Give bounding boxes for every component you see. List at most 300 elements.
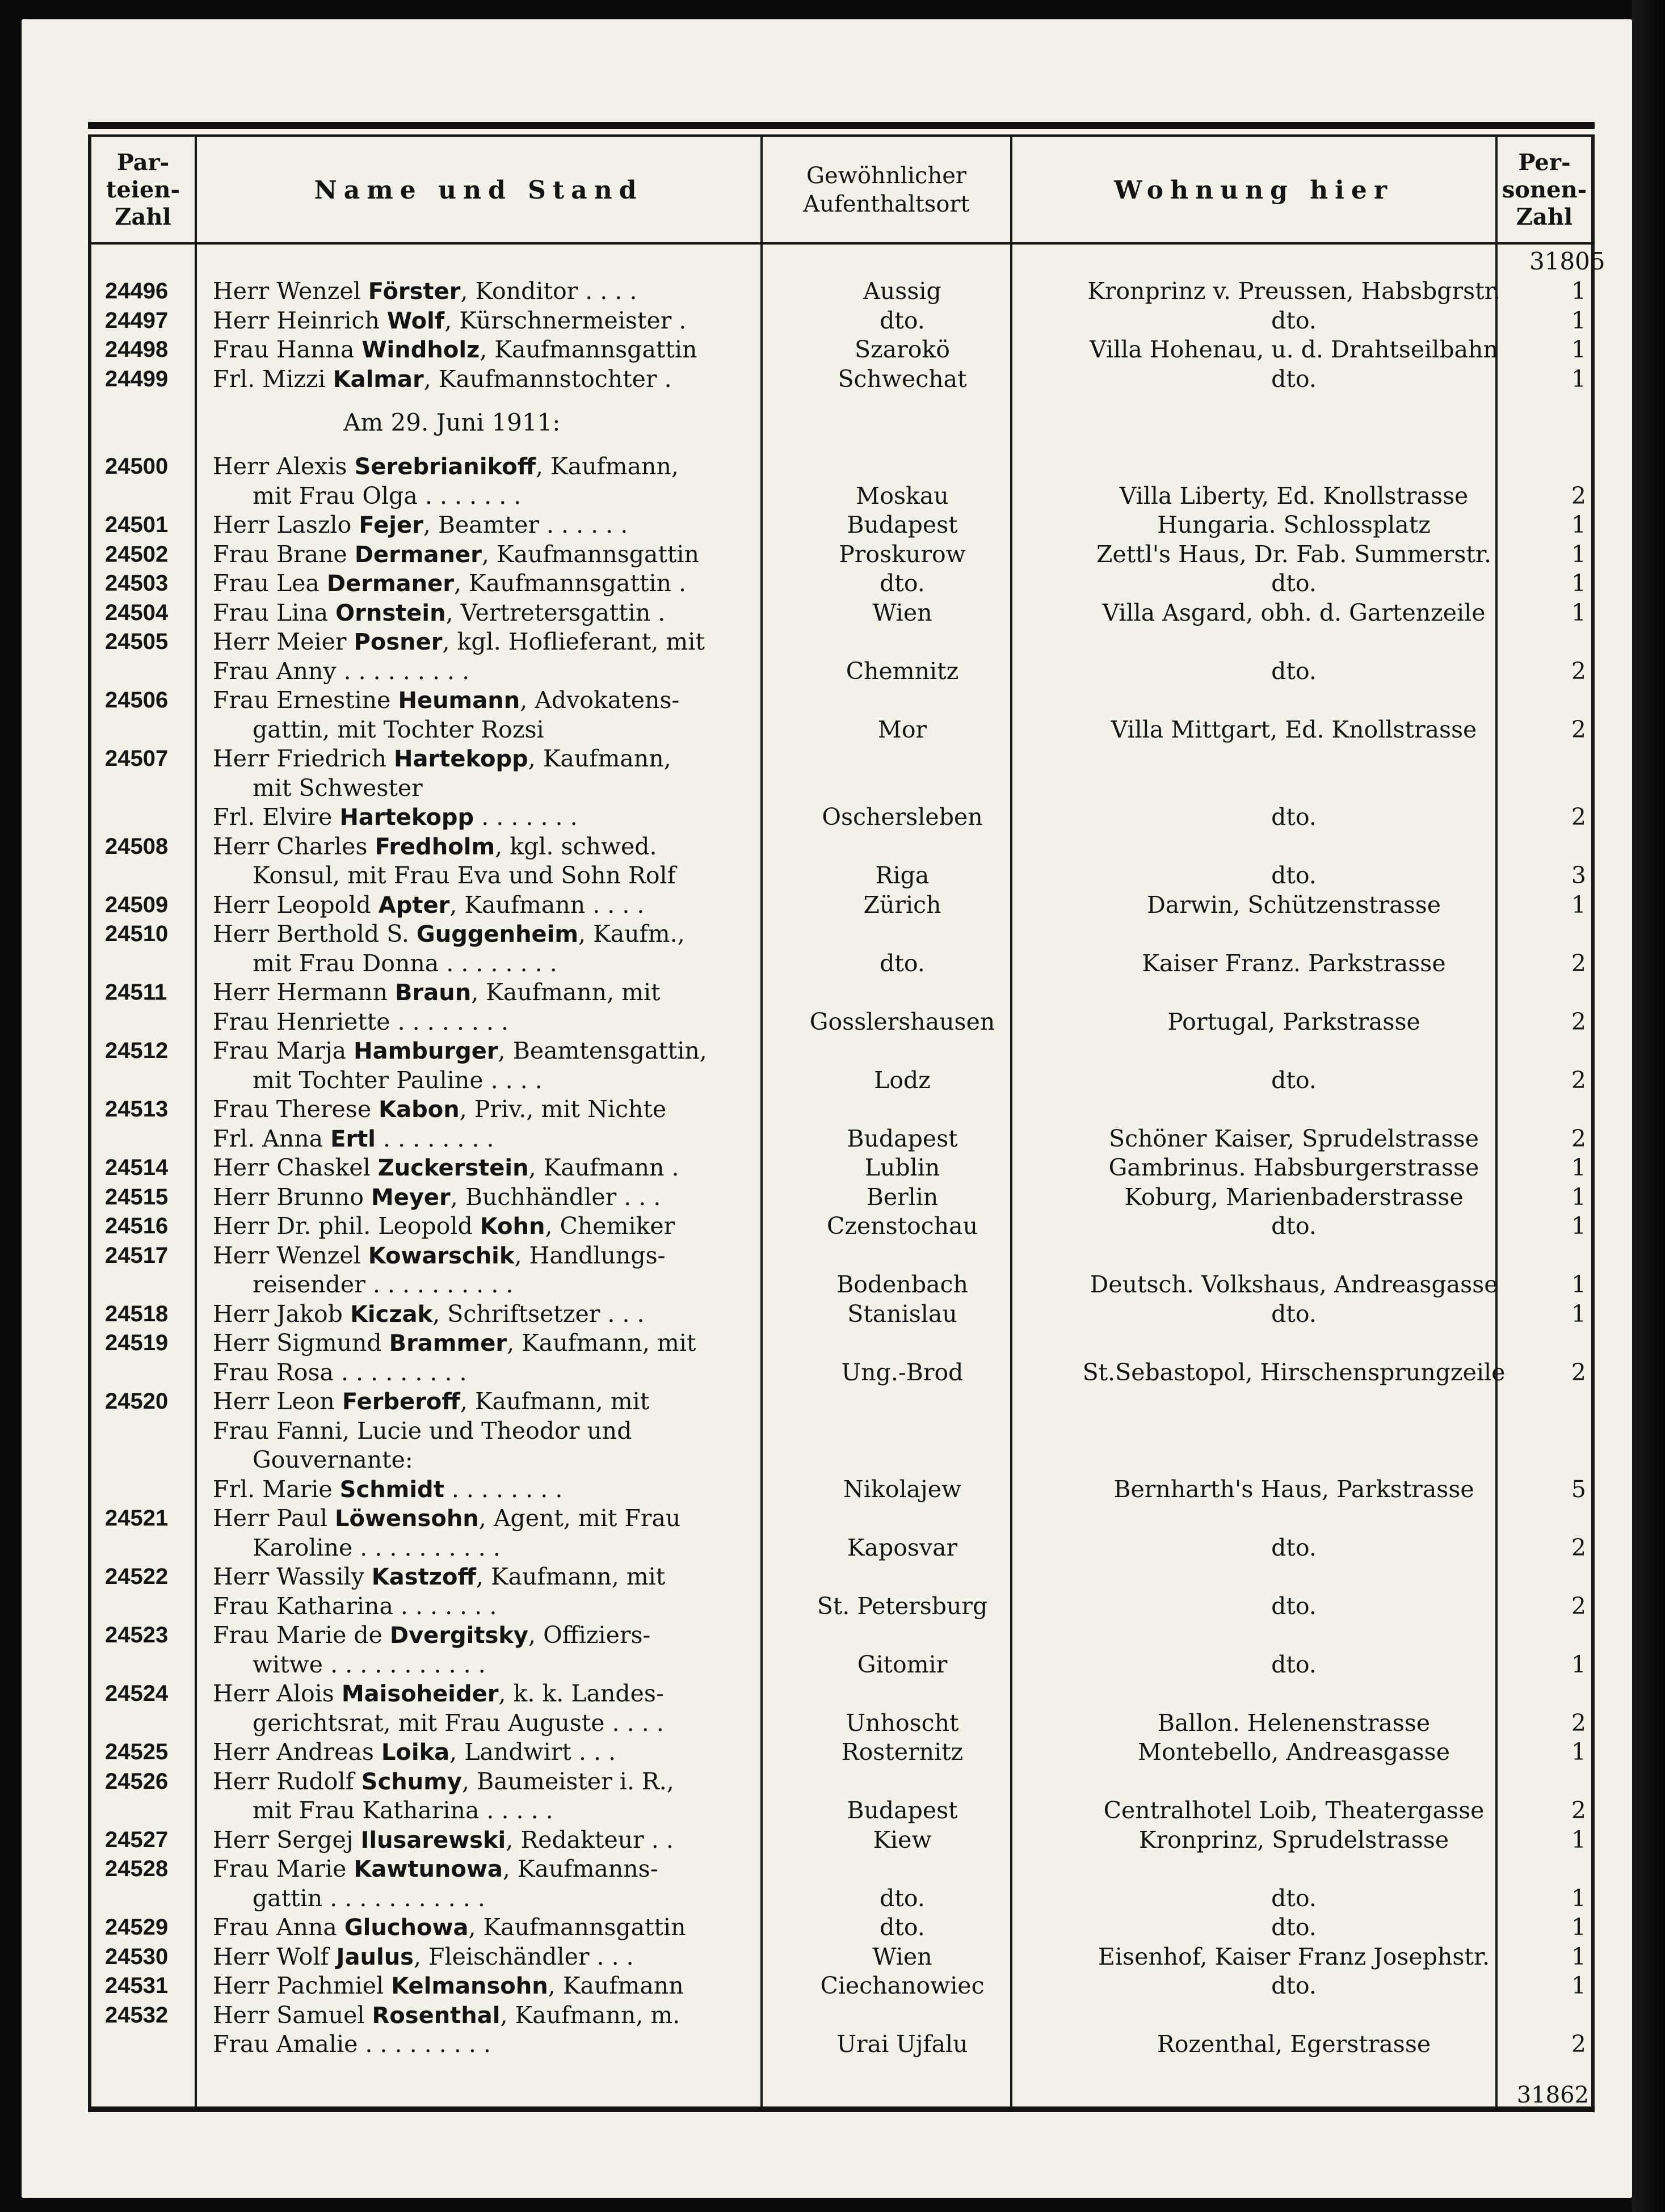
entry-line — [88, 1708, 1595, 1738]
surname: Gluchowa — [344, 1915, 469, 1941]
name-prefix: Herr Wassily — [213, 1563, 372, 1590]
name-prefix: mit Frau Katharina . . . . . — [253, 1797, 553, 1824]
home-town: Chemnitz — [846, 657, 959, 685]
name-prefix: Herr Hermann — [213, 979, 396, 1006]
name-prefix: reisender . . . . . . . . . . — [253, 1271, 514, 1298]
entry-line — [88, 715, 1595, 744]
guest-name — [213, 1971, 837, 2001]
person-count: 1 — [1571, 1183, 1586, 1211]
surname: Kastzoff — [371, 1564, 476, 1590]
surname: Apter — [378, 892, 450, 918]
surname: Guggenheim — [416, 921, 579, 947]
name-prefix: Herr Andreas — [213, 1738, 381, 1766]
party-number: 24510 — [105, 921, 169, 946]
person-count: 2 — [1571, 1124, 1586, 1152]
name-prefix: Frau Lea — [213, 570, 327, 597]
person-count: 2 — [1571, 1592, 1586, 1620]
party-number: 24504 — [105, 600, 169, 625]
name-prefix: mit Schwester — [253, 774, 423, 802]
guest-name — [213, 276, 837, 306]
name-suffix: , Kaufmannsgattin . — [453, 570, 687, 597]
party-number: 24529 — [105, 1915, 169, 1940]
home-town: Proskurow — [839, 540, 966, 568]
person-count: 3 — [1571, 862, 1586, 889]
party-number: 24524 — [105, 1681, 169, 1706]
party-number: 24513 — [105, 1097, 169, 1122]
party-number: 24516 — [105, 1214, 169, 1238]
party-number: 24521 — [105, 1506, 169, 1531]
name-suffix: , Handlungs- — [514, 1241, 666, 1269]
home-town: Budapest — [847, 1124, 958, 1152]
name-prefix: Herr Rudolf — [213, 1767, 361, 1795]
name-prefix: Frau Katharina . . . . . . . — [213, 1592, 497, 1620]
name-prefix: Frl. Anna — [213, 1124, 331, 1152]
name-suffix: , k. k. Landes- — [498, 1680, 664, 1707]
surname: Braun — [395, 980, 472, 1006]
home-town: Schwechat — [838, 365, 967, 393]
name-prefix: Frau Therese — [213, 1096, 379, 1123]
surname: Rosenthal — [372, 2002, 501, 2029]
guest-name — [213, 832, 837, 862]
entry-line — [88, 656, 1595, 686]
party-number: 24519 — [105, 1330, 169, 1355]
surname: Jaulus — [336, 1944, 414, 1970]
header-text: sonen- — [1502, 176, 1587, 203]
name-suffix: , Kaufmann, mit — [460, 1388, 650, 1415]
guest-name — [213, 1153, 837, 1183]
guest-name — [213, 919, 837, 949]
surname: Fredholm — [375, 833, 495, 860]
name-suffix: , kgl. Hoflieferant, mit — [442, 628, 705, 655]
name-prefix: Herr Pachmiel — [213, 1972, 392, 1999]
name-prefix: Herr Sergej — [213, 1826, 361, 1853]
party-number: 24517 — [105, 1242, 169, 1268]
guest-name — [253, 1445, 877, 1474]
guest-list-table — [88, 122, 1605, 2119]
name-suffix: , Buchhändler . . . — [450, 1183, 661, 1211]
guest-name — [213, 306, 837, 336]
party-number: 24526 — [105, 1768, 169, 1794]
header-text: Gewöhnlicher — [806, 163, 966, 189]
guest-name — [213, 1737, 837, 1767]
entry-line — [88, 1650, 1595, 1679]
name-prefix: Frl. Mizzi — [213, 365, 333, 393]
guest-name — [213, 802, 837, 832]
guest-name — [213, 685, 837, 715]
party-number: 24522 — [105, 1564, 169, 1589]
lodging-address: Ballon. Helenenstrasse — [1157, 1709, 1431, 1737]
party-number: 24511 — [105, 980, 167, 1005]
name-prefix: Herr Leopold — [213, 891, 379, 918]
guest-name — [213, 1942, 837, 1972]
guest-name — [213, 890, 837, 920]
entry-line — [88, 1036, 1595, 1065]
home-town: Unhoscht — [846, 1709, 959, 1737]
name-prefix: Herr Leon — [213, 1388, 342, 1415]
guest-name — [213, 1358, 837, 1387]
name-prefix: Herr Friedrich — [213, 745, 394, 772]
surname: Förster — [368, 279, 461, 305]
name-prefix: Frau Henriette . . . . . . . . — [213, 1008, 509, 1035]
home-town: Gitomir — [857, 1650, 948, 1678]
name-suffix: , Baumeister i. R., — [462, 1767, 674, 1795]
surname: Hamburger — [354, 1038, 498, 1064]
entry-line — [88, 1387, 1595, 1416]
header-name-und-stand: Name und Stand — [314, 175, 644, 205]
person-count: 2 — [1571, 482, 1586, 509]
guest-name — [213, 1679, 837, 1709]
person-count: 2 — [1571, 2030, 1586, 2058]
name-suffix: , Kaufmanns- — [502, 1855, 658, 1882]
party-number: 24496 — [105, 279, 169, 304]
guest-name — [213, 2029, 837, 2059]
guest-name — [213, 598, 837, 628]
person-count: 1 — [1571, 277, 1586, 305]
party-number: 24530 — [105, 1944, 169, 1969]
surname: Dermaner — [326, 571, 454, 597]
guest-name — [213, 627, 837, 657]
party-number: 24528 — [105, 1856, 169, 1881]
party-number: 24523 — [105, 1623, 169, 1648]
surname: Serebrianikoff — [354, 454, 536, 480]
name-prefix: Herr Paul — [213, 1505, 335, 1532]
entry-line — [88, 568, 1595, 598]
party-number: 24514 — [105, 1155, 169, 1180]
name-suffix: , Kaufmann, — [536, 453, 679, 480]
lodging-address: dto. — [1271, 1884, 1317, 1912]
person-count: 2 — [1571, 715, 1586, 743]
entry-line — [88, 1562, 1595, 1591]
guest-name — [213, 1620, 837, 1650]
entry-line — [88, 1241, 1595, 1270]
name-prefix: Herr Alois — [213, 1680, 342, 1707]
bottom-rule — [88, 2106, 1595, 2112]
name-suffix: , Vertretersgattin . — [445, 599, 666, 626]
person-count: 1 — [1571, 1972, 1586, 1999]
header-personen-zahl — [1498, 139, 1591, 241]
header-parteien-zahl — [91, 139, 195, 241]
name-prefix: Herr Samuel — [213, 2001, 372, 2029]
person-count: 1 — [1571, 599, 1586, 626]
home-town: dto. — [880, 1884, 925, 1912]
lodging-address: Portugal, Parkstrasse — [1167, 1008, 1420, 1035]
name-prefix: Herr Wenzel — [213, 1241, 368, 1269]
guest-name — [213, 656, 837, 686]
name-suffix: , Kaufmann . . . . — [449, 891, 645, 918]
entry-line — [88, 1065, 1595, 1095]
entry-line — [88, 1620, 1595, 1650]
entry-line — [88, 773, 1595, 803]
party-number: 24518 — [105, 1301, 169, 1326]
name-prefix: Frau Fanni, Lucie und Theodor und — [213, 1417, 632, 1444]
entry-line — [88, 1591, 1595, 1621]
surname: Hartekopp — [394, 746, 528, 772]
person-count: 2 — [1571, 1709, 1586, 1737]
surname: Windholz — [361, 337, 480, 363]
header-text: teien- — [106, 176, 180, 203]
name-prefix: Gouvernante: — [253, 1446, 413, 1473]
scan-edge — [1632, 0, 1665, 2212]
lodging-address: Koburg, Marienbaderstrasse — [1124, 1183, 1464, 1211]
guest-name — [213, 452, 837, 482]
party-number: 24512 — [105, 1038, 169, 1063]
surname: Loika — [381, 1739, 450, 1766]
lodging-address: dto. — [1271, 657, 1317, 685]
name-prefix: Herr Meier — [213, 628, 354, 655]
name-suffix: , Redakteur . . — [506, 1826, 674, 1853]
lodging-address: Zettl's Haus, Dr. Fab. Summerstr. — [1096, 540, 1492, 568]
carry-over-row — [88, 247, 1605, 276]
party-number: 24525 — [105, 1739, 169, 1764]
guest-name — [253, 773, 877, 803]
name-suffix: , Kaufmannstochter . — [423, 365, 672, 393]
surname: Fejer — [359, 512, 423, 538]
entry-line — [88, 1533, 1595, 1562]
home-town: Gosslershausen — [809, 1008, 995, 1035]
surname: Ornstein — [335, 600, 446, 626]
person-count: 1 — [1571, 570, 1586, 597]
header-rule — [88, 242, 1595, 245]
guest-name — [213, 1241, 837, 1271]
guest-name — [213, 1912, 837, 1943]
header-aufenthaltsort — [763, 139, 1010, 241]
surname: Schmidt — [339, 1476, 444, 1503]
surname: Hartekopp — [339, 804, 474, 831]
lodging-address: Schöner Kaiser, Sprudelstrasse — [1109, 1124, 1479, 1152]
guest-name — [213, 1007, 837, 1037]
name-suffix: , Kaufmannsgattin — [480, 336, 697, 363]
person-count: 1 — [1571, 1650, 1586, 1678]
lodging-address: dto. — [1271, 1650, 1317, 1678]
person-count: 2 — [1571, 1066, 1586, 1094]
header-wohnung-hier: Wohnung hier — [1113, 175, 1394, 205]
name-prefix: Herr Wenzel — [213, 277, 368, 305]
entry-line — [88, 452, 1595, 481]
guest-name — [213, 1387, 837, 1417]
entry-line — [88, 1942, 1595, 1971]
name-prefix: Karoline . . . . . . . . . . — [253, 1533, 501, 1561]
person-count: 1 — [1571, 1300, 1586, 1328]
party-number: 24531 — [105, 1973, 169, 1998]
surname: Ertl — [330, 1126, 376, 1152]
entry-line — [88, 861, 1595, 890]
name-suffix: , Advokatens- — [520, 686, 680, 714]
party-number: 24520 — [105, 1389, 169, 1414]
person-count: 1 — [1571, 1212, 1586, 1240]
name-suffix: . . . . . . . . — [444, 1475, 563, 1503]
name-suffix: , Kaufmann, m. — [500, 2001, 680, 2029]
party-number: 24509 — [105, 892, 169, 917]
entry-line — [88, 1270, 1595, 1299]
name-prefix: gattin, mit Tochter Rozsi — [253, 715, 544, 743]
name-prefix: mit Tochter Pauline . . . . — [253, 1066, 543, 1094]
header-text: Par- — [116, 149, 170, 176]
name-prefix: Herr Sigmund — [213, 1329, 389, 1356]
entry-line — [88, 890, 1595, 920]
name-prefix: gattin . . . . . . . . . . . — [253, 1884, 485, 1912]
home-town: dto. — [880, 1914, 925, 1941]
home-town: Szarokö — [855, 336, 950, 363]
lodging-address: Darwin, Schützenstrasse — [1146, 891, 1441, 918]
person-count: 1 — [1571, 1826, 1586, 1853]
lodging-address: dto. — [1271, 570, 1317, 597]
surname: Schumy — [361, 1768, 463, 1795]
guest-name — [213, 1767, 837, 1797]
lodging-address: Villa Asgard, obh. d. Gartenzeile — [1102, 599, 1486, 626]
person-count: 2 — [1571, 657, 1586, 685]
lodging-address: Eisenhof, Kaiser Franz Josephstr. — [1098, 1943, 1490, 1970]
entry-line — [88, 510, 1595, 540]
surname: Löwensohn — [335, 1506, 479, 1532]
lodging-address: Hungaria. Schlossplatz — [1157, 511, 1431, 538]
name-prefix: Frau Marie de — [213, 1621, 390, 1649]
person-count: 1 — [1571, 540, 1586, 568]
home-town: Budapest — [847, 511, 958, 538]
surname: Kalmar — [333, 366, 424, 393]
person-count: 1 — [1571, 1884, 1586, 1912]
entry-line — [88, 276, 1595, 306]
entry-line — [88, 1299, 1595, 1329]
lodging-address: dto. — [1271, 306, 1317, 334]
home-town: Zürich — [863, 891, 941, 918]
lodging-address: dto. — [1271, 1066, 1317, 1094]
name-prefix: mit Frau Olga . . . . . . . — [253, 482, 522, 509]
party-number: 24502 — [105, 541, 169, 567]
entry-line — [88, 832, 1595, 861]
name-prefix: Frau Rosa . . . . . . . . . — [213, 1358, 467, 1386]
person-count: 2 — [1571, 1533, 1586, 1561]
name-prefix: Herr Berthold S. — [213, 920, 417, 947]
entry-line — [88, 978, 1595, 1007]
home-town: Ciechanowiec — [820, 1972, 985, 1999]
person-count: 1 — [1571, 511, 1586, 538]
name-prefix: Herr Jakob — [213, 1300, 350, 1328]
name-suffix: , Fleischändler . . . — [413, 1943, 634, 1970]
lodging-address: Villa Hohenau, u. d. Drahtseilbahn — [1090, 336, 1498, 363]
entry-line — [88, 1767, 1595, 1796]
person-count: 5 — [1571, 1475, 1586, 1503]
home-town: Nikolajew — [843, 1475, 962, 1503]
entry-line — [88, 1854, 1595, 1884]
guest-name — [213, 1328, 837, 1358]
name-prefix: Frau Anna — [213, 1914, 344, 1941]
entry-line — [88, 1474, 1595, 1504]
surname: Ilusarewski — [360, 1827, 506, 1853]
name-suffix: , Kaufmann — [548, 1972, 684, 1999]
guest-name — [213, 1416, 837, 1446]
name-suffix: , Schriftsetzer . . . — [432, 1300, 645, 1328]
name-suffix: . . . . . . . . — [376, 1124, 494, 1152]
surname: Wolf — [386, 307, 445, 334]
entry-line — [88, 685, 1595, 715]
party-number: 24527 — [105, 1827, 169, 1852]
lodging-address: dto. — [1271, 803, 1317, 831]
party-number: 24498 — [105, 337, 169, 362]
name-suffix: , Kaufmann, mit — [507, 1329, 696, 1356]
header-text: Aufenthaltsort — [803, 191, 970, 217]
home-town: St. Petersburg — [817, 1592, 988, 1620]
person-count: 1 — [1571, 1154, 1586, 1181]
person-count: 1 — [1571, 891, 1586, 918]
home-town: dto. — [880, 306, 925, 334]
entry-line — [88, 1884, 1595, 1913]
name-suffix: , Beamtensgattin, — [498, 1037, 707, 1064]
guest-name — [213, 2000, 837, 2030]
entry-line — [88, 1007, 1595, 1037]
entry-line — [88, 1094, 1595, 1124]
guest-name — [213, 744, 837, 774]
entry-line — [88, 364, 1595, 394]
lodging-address: Kaiser Franz. Parkstrasse — [1142, 949, 1446, 977]
entry-line — [88, 598, 1595, 627]
entry-line — [88, 1211, 1595, 1241]
surname: Kawtunowa — [354, 1856, 503, 1882]
lodging-address: Bernharth's Haus, Parkstrasse — [1113, 1475, 1474, 1503]
home-town: Oschersleben — [822, 803, 983, 831]
entry-line — [88, 2000, 1595, 2030]
party-number: 24505 — [105, 629, 169, 654]
name-prefix: mit Frau Donna . . . . . . . . — [253, 949, 557, 977]
lodging-address: dto. — [1271, 1300, 1317, 1328]
surname: Dvergitsky — [389, 1623, 528, 1649]
name-prefix: witwe . . . . . . . . . . . — [253, 1650, 486, 1678]
guest-name — [213, 1094, 837, 1124]
name-suffix: , Landwirt . . . — [449, 1738, 616, 1766]
entry-line — [88, 949, 1595, 978]
name-prefix: Herr Chaskel — [213, 1154, 378, 1181]
surname: Ferberoff — [342, 1389, 460, 1415]
entry-line — [88, 540, 1595, 569]
name-prefix: Herr Alexis — [213, 453, 355, 480]
lodging-address: dto. — [1271, 1914, 1317, 1941]
entry-line — [88, 627, 1595, 656]
home-town: Urai Ujfalu — [836, 2030, 968, 2058]
name-suffix: , kgl. schwed. — [495, 832, 657, 860]
lodging-address: dto. — [1271, 1212, 1317, 1240]
name-suffix: , Offiziers- — [528, 1621, 651, 1649]
party-number: 24503 — [105, 571, 169, 596]
name-prefix: Herr Heinrich — [213, 306, 387, 334]
entry-line — [88, 335, 1595, 364]
entry-line — [88, 919, 1595, 949]
guest-name — [213, 1036, 837, 1066]
name-suffix: . . . . . . . — [474, 803, 578, 831]
surname: Kowarschik — [368, 1242, 515, 1269]
home-town: Kiew — [873, 1826, 932, 1853]
person-count: 2 — [1571, 803, 1586, 831]
home-town: dto. — [880, 570, 925, 597]
entry-line — [88, 1124, 1595, 1153]
name-prefix: Frl. Marie — [213, 1475, 340, 1503]
person-count: 2 — [1571, 1797, 1586, 1824]
entry-line — [88, 1182, 1595, 1212]
home-town: Czenstochau — [826, 1212, 978, 1240]
party-number: 24497 — [105, 307, 169, 333]
guest-name — [213, 978, 837, 1008]
home-town: Wien — [872, 1943, 932, 1970]
lodging-address: Kronprinz v. Preussen, Habsbgrstr. — [1087, 277, 1500, 305]
person-count: 1 — [1571, 365, 1586, 393]
name-suffix: , Konditor . . . . — [460, 277, 637, 305]
party-number: 24500 — [105, 454, 169, 479]
name-prefix: Frau Marie — [213, 1855, 354, 1882]
person-count: 1 — [1571, 1914, 1586, 1941]
lodging-address: Villa Liberty, Ed. Knollstrasse — [1119, 482, 1469, 509]
person-count: 1 — [1571, 1943, 1586, 1970]
page-total: 31862 — [1516, 2082, 1589, 2108]
guest-name — [213, 1562, 837, 1592]
name-prefix: Frau Hanna — [213, 336, 362, 363]
